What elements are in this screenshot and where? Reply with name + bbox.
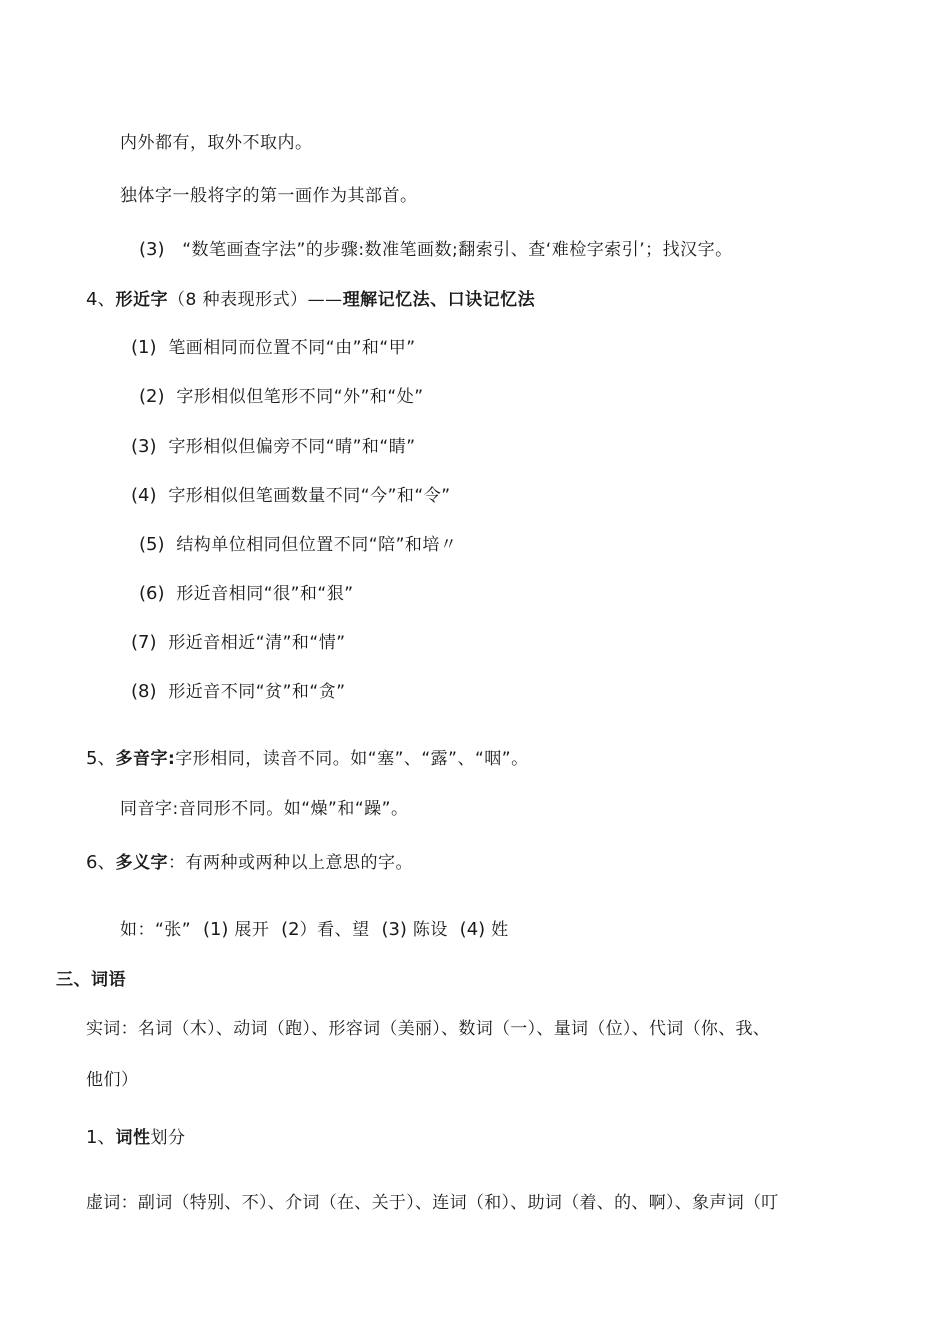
section-heading: 6、多义字：有两种或两种以上意思的字。 (86, 852, 413, 873)
item-text: 形近音不同“贫”和“贪” (168, 682, 346, 702)
list-item (131, 484, 451, 508)
item-number: (8) (131, 681, 157, 702)
item-text: 形近音相同“很”和“狠” (176, 584, 354, 604)
item-number: (4) (131, 485, 157, 506)
list-item (131, 336, 416, 360)
chapter-heading: 三、词语 (56, 970, 126, 990)
item-number: (1) (131, 337, 157, 358)
item-number: (3) (131, 436, 157, 457)
text-line: 他们） (86, 1070, 139, 1090)
text-line: 内外都有，取外不取内。 (120, 133, 313, 153)
list-item (131, 680, 346, 704)
text-line: 独体字一般将字的第一画作为其部首。 (120, 186, 418, 206)
item-text: 字形相似但笔画数量不同“今”和“令” (168, 486, 451, 506)
item-text: 字形相似但偏旁不同“晴”和“睛” (168, 437, 416, 457)
list-item (131, 631, 346, 655)
item-text: 笔画相同而位置不同“由”和“甲” (168, 338, 416, 358)
item-number: (7) (131, 632, 157, 653)
item-number: (5) (139, 534, 165, 555)
item-text: 字形相似但笔形不同“外”和“处” (176, 387, 424, 407)
item-text: 结构单位相同但位置不同“陪”和培〃 (176, 535, 458, 555)
text-line: 实词：名词（木）、动词（跑）、形容词（美丽）、数词（一）、量词（位）、代词（你、我、 (86, 1019, 771, 1039)
item-number: (2) (139, 386, 165, 407)
item-text: 形近音相近“清”和“情” (168, 633, 346, 653)
item-text: “数笔画查字法”的步骤:数准笔画数;翻索引、查‘难检字索引’；找汉字。 (182, 240, 733, 260)
example-line: 如：“张” (1) 展开 (2）看、望 (3) 陈设 (4) 姓 (120, 919, 509, 940)
section-heading: 1、词性划分 (86, 1127, 186, 1148)
list-item (139, 582, 354, 606)
section-heading: 5、多音字:字形相同，读音不同。如“塞”、“露”、“咽”。 (86, 748, 529, 769)
list-item (139, 385, 424, 409)
list-item (131, 435, 416, 459)
item-number: (3) (139, 239, 165, 260)
text-line: 虚词：副词（特别、不）、介词（在、关于）、连词（和）、助词（着、的、啊）、象声词（叮 (86, 1193, 779, 1213)
item-number: (6) (139, 583, 165, 604)
list-item (139, 238, 733, 262)
list-item (139, 533, 457, 557)
text-line: 同音字:音同形不同。如“燥”和“躁”。 (120, 799, 409, 819)
section-heading: 4、形近字（8 种表现形式）——理解记忆法、口诀记忆法 (86, 289, 536, 310)
